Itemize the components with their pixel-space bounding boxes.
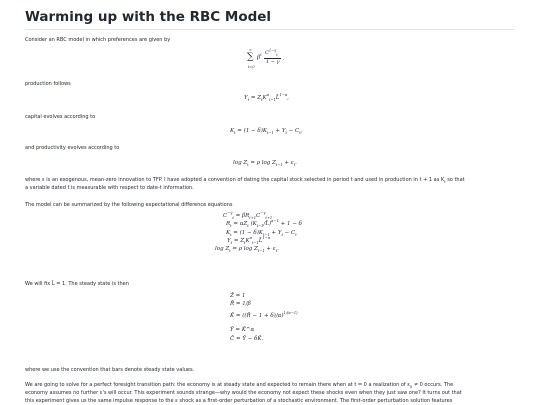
euler-equation: $C^{-\gamma}_t = \beta R_{t+1}C^{-\gamma}_{t+1}$ (223, 211, 273, 221)
steady-state-c: C̄ = Ȳ − δK̄. (230, 336, 264, 342)
equation-system (215, 213, 355, 271)
page-title: Warming up with the RBC Model (25, 9, 272, 25)
utility-denominator: 1 − γ (266, 59, 280, 65)
utility-equation (247, 47, 307, 73)
capital-label: capital evolves according to (25, 114, 96, 120)
final-paragraph: We are going to solve for a perfect foresight transition path: the economy is at steady state and expected to remain there when at t = 0 a realization of $\varepsilon_0 \ne 0$ occurs. The economy assumes no further ε's will occur. This experiment sounds strange—why would the economy not expect these shocks even when they just saw one? It turns out that this experiment gives us the same impulse response to the ε shock as a first-order perturbation of a stochastic environment. The first-order perturbation solution features (25, 382, 462, 404)
return-equation: $R_t = \alpha Z_t$ $(K_{t-1}/L̄)^{\alpha-1} + 1 - \delta$ (226, 219, 302, 229)
sum-upper-limit: ∞ (249, 48, 252, 52)
productivity-equation: $\log Z_t = \rho$ $\log Z_{t-1} + \varepsilon_t$. (233, 160, 297, 168)
intro-paragraph: Consider an RBC model in which preferences are given by (25, 37, 171, 43)
capital-equation: $K_t = (1 - \delta)K_{t-1} + Y_t - C_t$, (230, 128, 303, 136)
steady-state-y: Ȳ = K̄^α (230, 327, 255, 333)
sum-lower-limit: t=0 (248, 65, 255, 69)
sum-symbol: ∑ (247, 52, 254, 62)
steady-state-k: K̄ = ((R̄ − 1 + δ)/α)$^{1/(\alpha-1)}$ (230, 311, 298, 319)
production-equation-system: $Y_t$ = $Z_tK^\alpha_{t-1}L̄^{1-\alpha}$ (227, 236, 271, 246)
utility-end: . (283, 56, 285, 62)
fix-paragraph: We will fix L̄ = 1. The steady state is then (25, 281, 129, 287)
production-equation: $Y_t$ = $Z_tK^\alpha_{t-1}L̄^{1-\alpha}$, (244, 93, 289, 103)
convention-paragraph: where we use the convention that bars denote steady state values. (25, 367, 195, 373)
steady-state-r: R̄ = 1/β (230, 301, 251, 307)
productivity-label: and productivity evolves according to (25, 145, 120, 151)
productivity-equation-system: $\log Z_t = \rho$ $\log Z_{t-1} + \varepsilon_t$. (215, 246, 279, 254)
steady-state-z: Z̄ = 1 (230, 293, 246, 299)
production-label: production follows (25, 81, 71, 87)
steady-state-system (230, 293, 350, 358)
title-divider (25, 29, 515, 30)
fraction-bar (264, 58, 281, 59)
discount-factor: $\beta^t$ (257, 53, 262, 61)
where-paragraph: where ε is an exogenous, mean-zero innovation to TFP. I have adopted a convention of dating the capital stock selected in period t and used in production in t + 1 as $K_t$ so that a variable dated t is measurable with respect to date-t information. (25, 177, 465, 191)
utility-numerator: $C^{1-\gamma}_t$ (265, 48, 278, 57)
capital-equation-system: $K_t = (1 - \delta)K_{t-1} + Y_t - C_t$ (226, 230, 297, 238)
summary-paragraph: The model can be summarized by the following expectational difference equations (25, 202, 233, 208)
